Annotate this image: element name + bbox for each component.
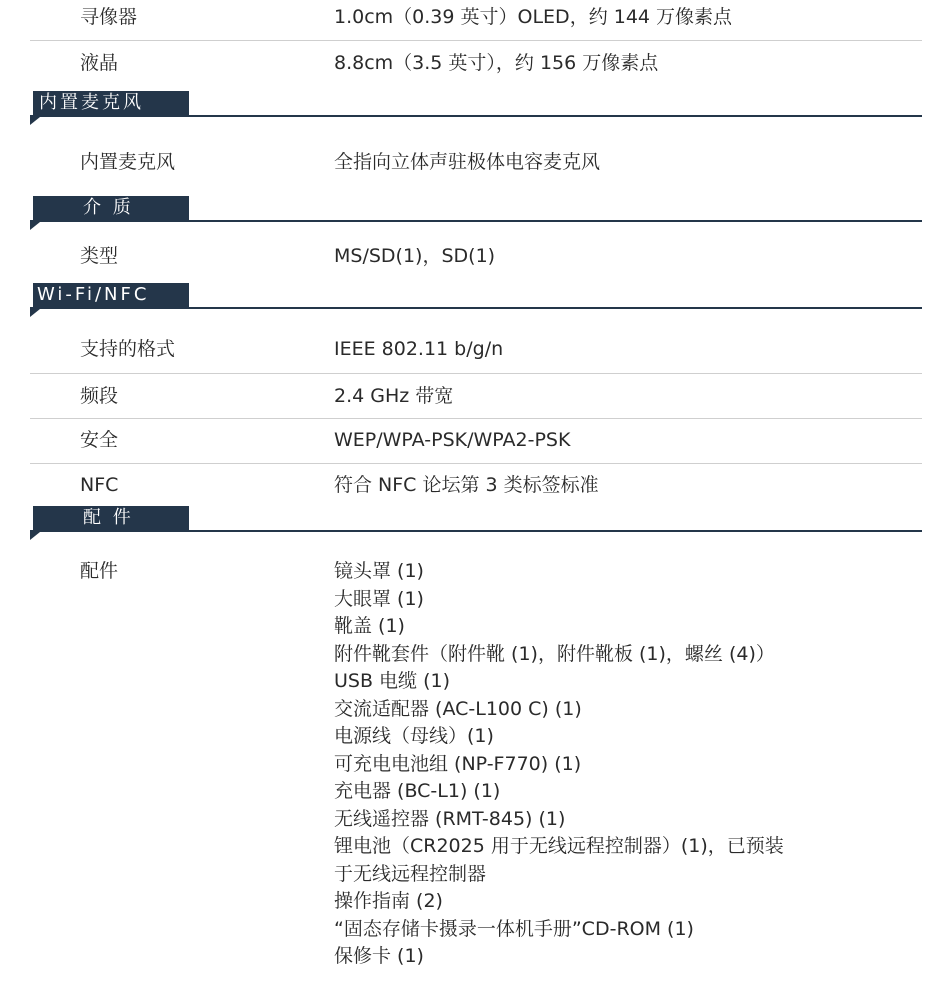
spec-value: 8.8cm（3.5 英寸），约 156 万像素点 bbox=[334, 52, 659, 74]
section-title: 内置麦克风 bbox=[39, 92, 144, 113]
section-corner bbox=[30, 117, 40, 125]
section-header-wifi bbox=[30, 283, 922, 317]
spec-label: 类型 bbox=[80, 245, 119, 267]
list-item: 镜头罩 (1) bbox=[334, 560, 424, 582]
spec-value: MS/SD(1)，SD(1) bbox=[334, 245, 496, 267]
spec-label: NFC bbox=[80, 474, 119, 496]
list-item: 电源线（母线）(1) bbox=[334, 725, 494, 747]
section-tab bbox=[33, 91, 189, 115]
section-corner bbox=[30, 309, 40, 317]
spec-label: 液晶 bbox=[80, 52, 119, 74]
spec-label: 频段 bbox=[80, 385, 119, 407]
list-item: 保修卡 (1) bbox=[334, 945, 424, 967]
spec-label: 内置麦克风 bbox=[80, 151, 176, 173]
list-item: “固态存储卡摄录一体机手册”CD-ROM (1) bbox=[334, 917, 694, 940]
section-header-media bbox=[30, 196, 922, 230]
list-item: USB 电缆 (1) bbox=[334, 670, 450, 692]
list-item: 操作指南 (2) bbox=[334, 890, 443, 912]
section-tab bbox=[33, 283, 189, 307]
spec-value: 2.4 GHz 带宽 bbox=[334, 385, 454, 407]
section-line bbox=[30, 307, 922, 309]
list-item: 大眼罩 (1) bbox=[334, 587, 424, 610]
section-corner bbox=[30, 532, 40, 540]
section-line bbox=[30, 530, 922, 532]
section-tab bbox=[33, 196, 189, 220]
spec-value: IEEE 802.11 b/g/n bbox=[334, 338, 504, 360]
spec-label: 支持的格式 bbox=[80, 338, 176, 360]
spec-label: 寻像器 bbox=[80, 6, 138, 28]
spec-value: 1.0cm（0.39 英寸）OLED，约 144 万像素点 bbox=[334, 6, 733, 28]
spec-label: 安全 bbox=[80, 429, 119, 451]
row-divider bbox=[30, 418, 922, 419]
list-item: 可充电电池组 (NP-F770) (1) bbox=[334, 752, 582, 775]
section-header-accessories bbox=[30, 506, 922, 540]
section-title: 介 质 bbox=[83, 197, 134, 218]
row-divider bbox=[30, 463, 922, 464]
section-corner bbox=[30, 222, 40, 230]
list-item: 无线遥控器 (RMT-845) (1) bbox=[334, 807, 566, 830]
section-header-mic bbox=[30, 91, 922, 125]
row-divider bbox=[30, 373, 922, 374]
spec-value: WEP/WPA-PSK/WPA2-PSK bbox=[334, 429, 571, 451]
spec-value: 全指向立体声驻极体电容麦克风 bbox=[334, 151, 601, 173]
section-line bbox=[30, 220, 922, 222]
spec-value: 符合 NFC 论坛第 3 类标签标准 bbox=[334, 474, 599, 496]
section-title: 配 件 bbox=[83, 507, 134, 528]
list-item: 附件靴套件（附件靴 (1)，附件靴板 (1)，螺丝 (4)） bbox=[334, 642, 775, 665]
accessories-list bbox=[334, 558, 784, 971]
section-line bbox=[30, 115, 922, 117]
row-divider bbox=[30, 40, 922, 41]
spec-label: 配件 bbox=[80, 560, 119, 582]
list-item: 靴盖 (1) bbox=[334, 615, 405, 637]
list-item: 锂电池（CR2025 用于无线远程控制器）(1)，已预装 bbox=[334, 835, 784, 857]
section-title: Wi-Fi/NFC bbox=[37, 284, 150, 305]
list-item: 充电器 (BC-L1) (1) bbox=[334, 780, 501, 802]
list-item: 于无线远程控制器 bbox=[334, 862, 487, 885]
section-tab bbox=[33, 506, 189, 530]
list-item: 交流适配器 (AC-L100 C) (1) bbox=[334, 697, 582, 720]
